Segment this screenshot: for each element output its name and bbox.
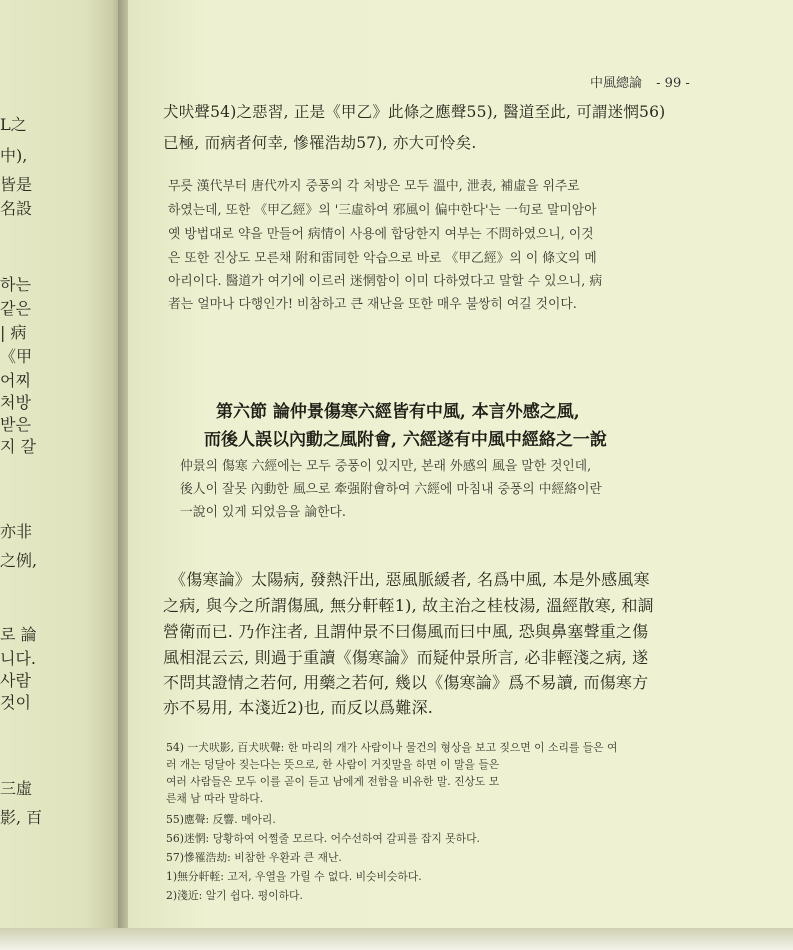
page-number: - 99 - xyxy=(656,76,690,91)
left-fragment: 어찌 xyxy=(0,371,31,390)
footnote-line: 55)應聲: 反響. 메아리. xyxy=(166,813,276,826)
footnote-line: 2)淺近: 알기 쉽다. 평이하다. xyxy=(166,889,303,902)
main-line: 之病, 與今之所謂傷風, 無分軒輊1), 故主治之桂枝湯, 溫經散寒, 和調 xyxy=(163,596,654,615)
left-fragment: 사람 xyxy=(0,671,31,690)
hanja-line: 犬吠聲54)之惡習, 正是《甲乙》此條之應聲55), 醫道至此, 可謂迷惘56) xyxy=(163,103,666,121)
running-header xyxy=(590,72,690,91)
left-fragment: 之例, xyxy=(0,551,38,570)
scan-bottom-edge xyxy=(0,928,793,950)
korean-line: 옛 방법대로 약을 만들어 病情이 사용에 합당한지 여부는 不問하였으니, 이것 xyxy=(168,227,594,242)
korean-line: 은 또한 진상도 모른채 附和雷同한 악습으로 바로 《甲乙經》의 이 條文의 메 xyxy=(168,251,597,266)
section-title-line2: 而後人誤以內動之風附會, 六經遂有中風中經絡之一說 xyxy=(204,430,607,450)
left-fragment: 지 갈 xyxy=(0,437,36,456)
footnote-line: 1)無分軒輊: 고저, 우열을 가릴 수 없다. 비슷비슷하다. xyxy=(166,870,422,883)
section-title-line1: 第六節 論仲景傷寒六經皆有中風, 本言外感之風, xyxy=(216,402,580,422)
running-title: 中風總論 xyxy=(590,76,643,91)
left-fragment: 처방 xyxy=(0,393,31,412)
left-fragment: 名設 xyxy=(0,199,33,218)
section-summary-line: 後人이 잘못 內動한 風으로 牽强附會하여 六經에 마침내 중풍의 中經絡이란 xyxy=(180,482,602,497)
footnote-line: 57)慘罹浩劫: 비참한 우환과 큰 재난. xyxy=(166,851,342,864)
main-line: 《傷寒論》太陽病, 發熱汗出, 惡風脈緩者, 名爲中風, 本是外感風寒 xyxy=(170,570,650,589)
main-line: 營衛而已. 乃作注者, 且謂仲景不曰傷風而曰中風, 恐與鼻塞聲重之傷 xyxy=(163,622,649,641)
footnote-line: 른채 남 따라 말하다. xyxy=(166,792,264,805)
footnote-line: 여러 사람들은 모두 이를 곧이 듣고 남에게 전함을 비유한 말. 진상도 모 xyxy=(166,775,500,788)
left-fragment: 影, 百 xyxy=(0,808,43,827)
left-fragment: 것이 xyxy=(0,693,31,712)
korean-line: 무릇 漢代부터 唐代까지 중풍의 각 처방은 모두 溫中, 泄表, 補虛을 위주로 xyxy=(168,179,580,194)
hanja-line: 已極, 而病者何幸, 慘罹浩劫57), 亦大可怜矣. xyxy=(163,134,477,152)
footnote-line: 러 개는 덩달아 짖는다는 뜻으로, 한 사람이 거짓말을 하면 이 말을 들은 xyxy=(166,758,500,771)
footnote-line: 54) 一犬吠影, 百犬吠聲: 한 마리의 개가 사람이나 물건의 형상을 보고 짖으면 이 소리를 들은 여 xyxy=(166,741,618,754)
left-fragment: 《甲 xyxy=(0,347,33,366)
left-fragment: 같은 xyxy=(0,299,31,318)
left-page xyxy=(0,0,122,950)
left-fragment: | 病 xyxy=(0,323,27,342)
left-fragment: 하는 xyxy=(0,275,31,294)
left-fragment: 皆是 xyxy=(0,175,33,194)
main-line: 風相混云云, 則過于重讀《傷寒論》而疑仲景所言, 必非輕淺之病, 遂 xyxy=(163,648,649,667)
left-fragment: 받은 xyxy=(0,415,31,434)
left-fragment: 三虛 xyxy=(0,779,33,798)
korean-line: 者는 얼마나 다행인가! 비참하고 큰 재난을 또한 매우 불쌍히 여길 것이다. xyxy=(168,297,577,312)
left-fragment: 中), xyxy=(0,146,28,165)
section-summary-line: 仲景의 傷寒 六經에는 모두 중풍이 있지만, 본래 外感의 風을 말한 것인데, xyxy=(180,459,592,474)
main-line: 不問其證情之若何, 用藥之若何, 幾以《傷寒論》爲不易讀, 而傷寒方 xyxy=(163,673,649,692)
left-fragment: 亦非 xyxy=(0,522,33,541)
left-fragment: 니다. xyxy=(0,649,36,668)
korean-line: 하였는데, 또한 《甲乙經》의 '三虛하여 邪風이 偏中한다'는 一句로 말미암아 xyxy=(168,203,597,218)
footnote-line: 56)迷惘: 당황하여 어쩔줄 모르다. 어수선하여 갈피를 잡지 못하다. xyxy=(166,832,480,845)
korean-line: 아리이다. 醫道가 여기에 이르러 迷惘함이 이미 다하였다고 말할 수 있으니, 病 xyxy=(168,274,603,289)
section-summary-line: 一說이 있게 되었음을 論한다. xyxy=(180,505,346,520)
left-fragment: 로 論 xyxy=(0,625,37,644)
left-fragment: L之 xyxy=(0,115,27,134)
main-line: 亦不易用, 本淺近2)也, 而反以爲難深. xyxy=(163,698,434,717)
